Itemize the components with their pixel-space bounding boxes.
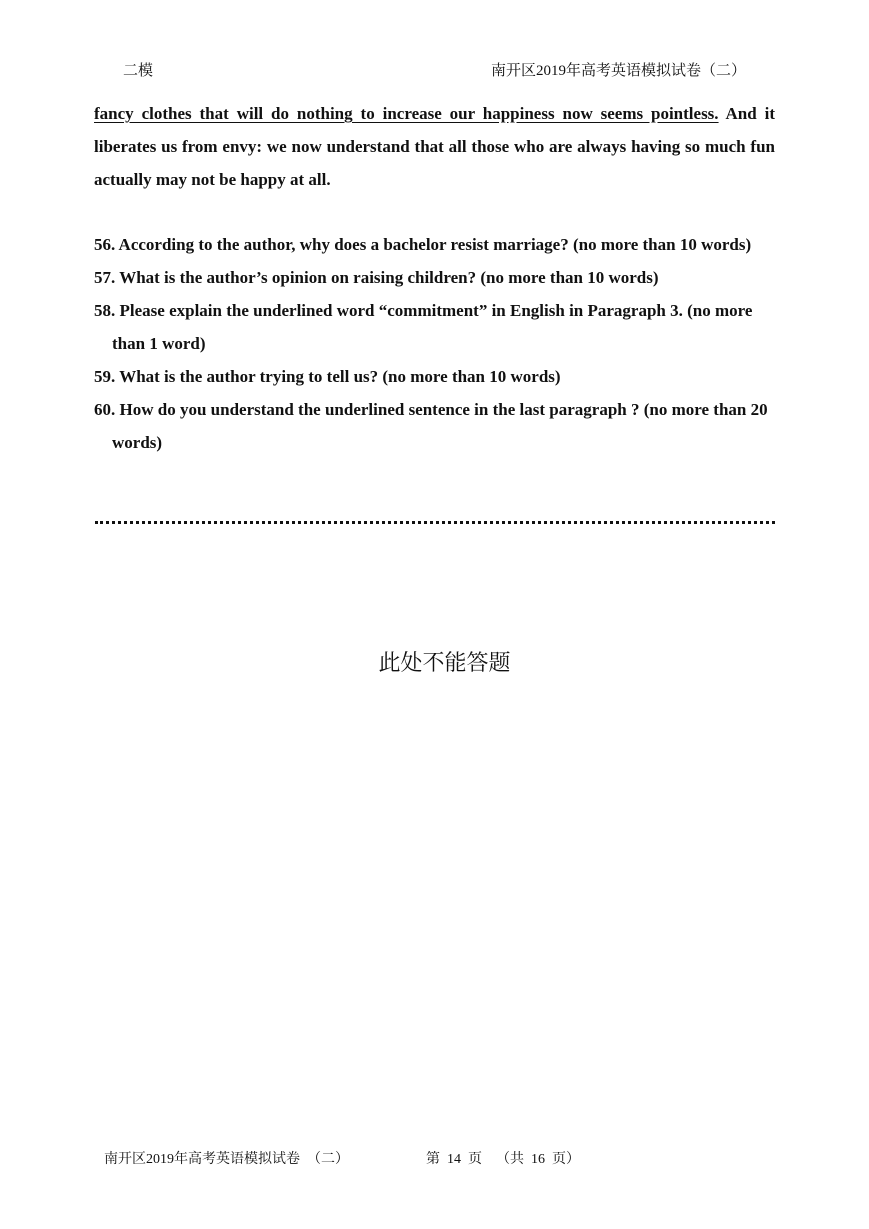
underlined-sentence: fancy clothes that will do nothing to increase our happiness now seems pointless. — [94, 104, 719, 123]
no-answer-notice: 此处不能答题 — [378, 651, 511, 676]
question-56: 56. According to the author, why does a bachelor resist marriage? (no more than 10 words) — [94, 235, 752, 254]
footer-page-number: 第 14 页 （共 16 页） — [426, 1152, 580, 1167]
passage-text: And it liberates us from envy: we now understand that all those who are always having so much fun actually may not be happy at all. — [94, 104, 775, 189]
question-58: 58. Please explain the underlined word “commitment” in English in Paragraph 3. (no more than 1 word) — [94, 301, 753, 353]
passage-paragraph — [94, 97, 775, 196]
footer-exam-title: 南开区2019年高考英语模拟试卷 （二） — [104, 1152, 349, 1167]
question-59: 59. What is the author trying to tell us? (no more than 10 words) — [94, 367, 561, 386]
question-57: 57. What is the author’s opinion on raising children? (no more than 10 words) — [94, 268, 659, 287]
dotted-divider — [95, 521, 775, 524]
question-list — [94, 228, 784, 459]
header-exam-title: 南开区2019年高考英语模拟试卷（二） — [491, 63, 747, 79]
question-60: 60. How do you understand the underlined sentence in the last paragraph ? (no more than 20 words) — [94, 400, 768, 452]
header-section-label: 二模 — [123, 63, 154, 79]
